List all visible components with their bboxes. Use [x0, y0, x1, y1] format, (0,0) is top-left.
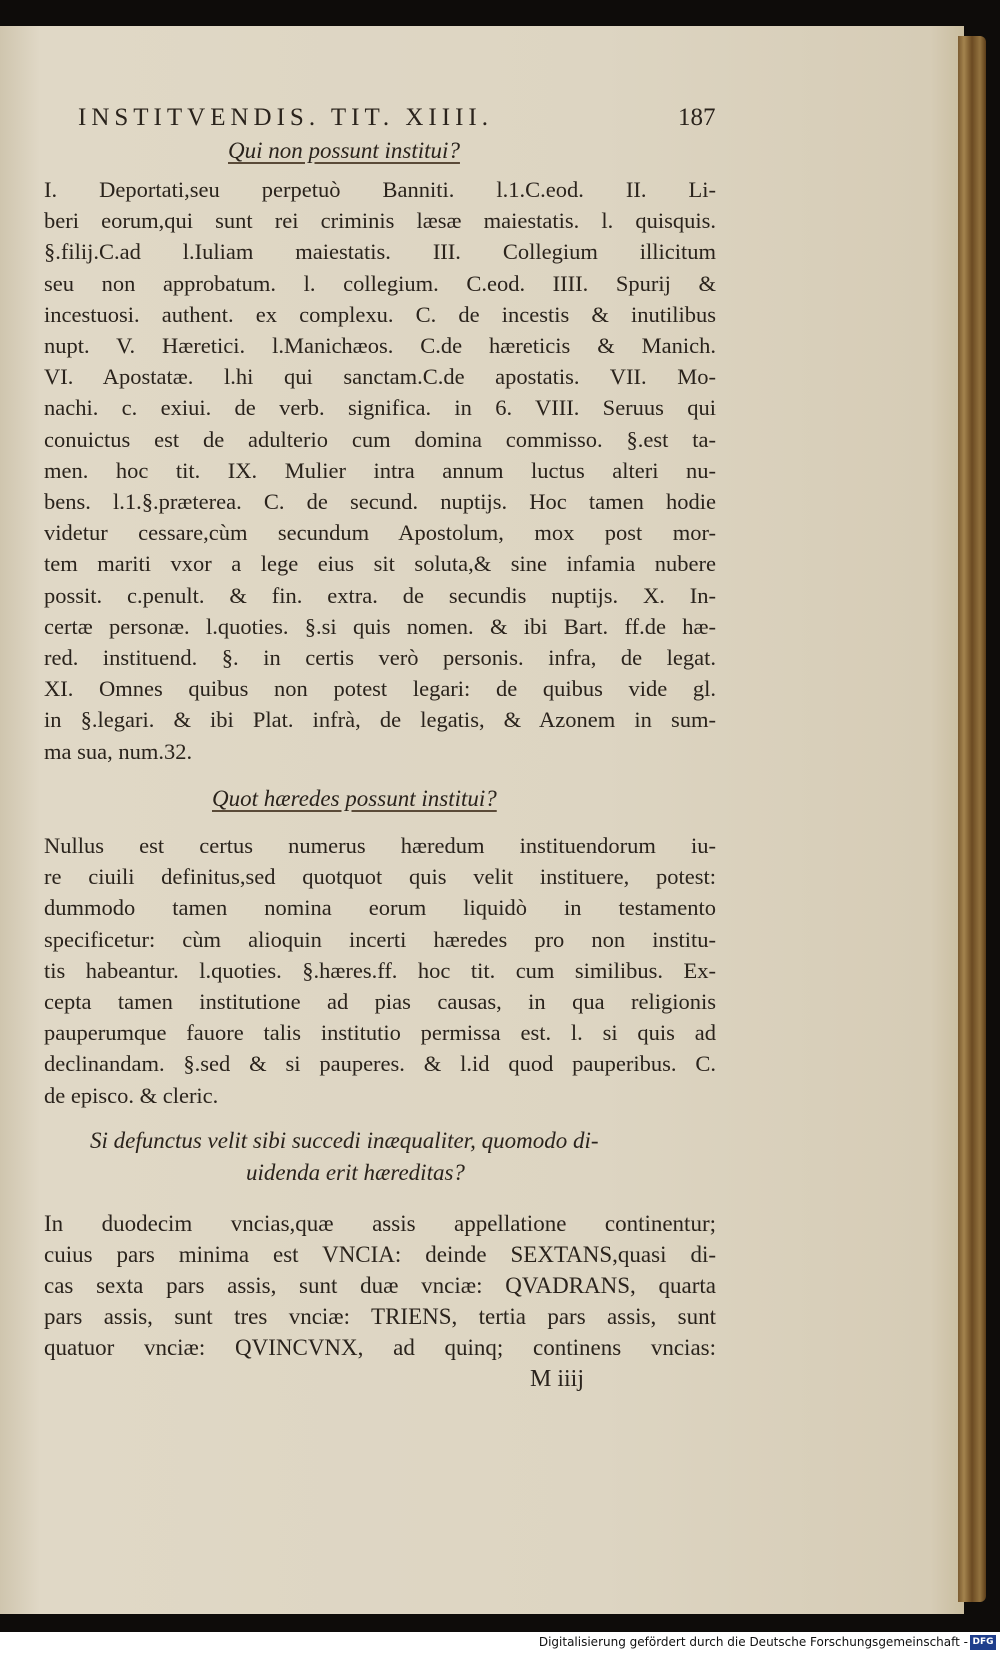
paragraph: [44, 174, 716, 767]
book-fore-edge: [958, 36, 986, 1602]
text-line: re ciuili definitus,sed quotquot quis velit instituere, potest:: [44, 864, 716, 890]
text-line: men. hoc tit. IX. Mulier intra annum luctus alteri nu-: [44, 457, 716, 483]
text-line: cas sexta pars assis, sunt duæ vnciæ: QVADRANS, quarta: [44, 1273, 716, 1298]
text-line: cuius pars minima est VNCIA: deinde SEXTANS,quasi di-: [44, 1242, 716, 1267]
section-heading-continued: uidenda erit hæreditas?: [246, 1160, 465, 1185]
text-line: XI. Omnes quibus non potest legari: de quibus vide gl.: [44, 676, 716, 702]
text-line: specificetur: cùm alioquin incerti hæredes pro non institu-: [44, 926, 716, 952]
text-line: quatuor vnciæ: QVINCVNX, ad quinq; continens vncias:: [44, 1335, 716, 1360]
text-line: pauperumque fauore talis institutio permissa est. l. si quis ad: [44, 1020, 716, 1046]
funding-credit: Digitalisierung gefördert durch die Deutsche Forschungsgemeinschaft -: [538, 1635, 968, 1649]
running-head: INSTITVENDIS. TIT. XIIII.: [78, 104, 493, 131]
text-line: declinandam. §.sed & si pauperes. & l.id quod pauperibus. C.: [44, 1051, 716, 1077]
text-line: ma sua, num.32.: [44, 738, 193, 764]
text-line: possit. c.penult. & fin. extra. de secundis nuptijs. X. In-: [44, 582, 716, 608]
section-heading: Si defunctus velit sibi succedi inæqualiter, quomodo di-: [90, 1128, 599, 1153]
text-line: seu non approbatum. l. collegium. C.eod. IIII. Spurij &: [44, 270, 716, 296]
text-line: beri eorum,qui sunt rei criminis læsæ maiestatis. l. quisquis.: [44, 208, 716, 234]
text-line: §.filij.C.ad l.Iuliam maiestatis. III. Collegium illicitum: [44, 239, 716, 265]
text-line: certæ personæ. l.quoties. §.si quis nomen. & ibi Bart. ff.de hæ-: [44, 613, 716, 639]
text-line: pars assis, sunt tres vnciæ: TRIENS, tertia pars assis, sunt: [44, 1304, 716, 1329]
text-line: In duodecim vncias,quæ assis appellatione continentur;: [44, 1211, 716, 1236]
text-line: Nullus est certus numerus hæredum instituendorum iu-: [44, 833, 716, 858]
text-line: VI. Apostatæ. l.hi qui sanctam.C.de apostatis. VII. Mo-: [44, 364, 716, 390]
text-line: tis habeantur. l.quoties. §.hæres.ff. hoc tit. cum similibus. Ex-: [44, 957, 716, 983]
section-heading: Qui non possunt institui?: [228, 138, 460, 163]
text-line: nachi. c. exiui. de verb. significa. in 6. VIII. Seruus qui: [44, 395, 716, 421]
text-line: conuictus est de adulterio cum domina commisso. §.est ta-: [44, 426, 716, 452]
text-line: in §.legari. & ibi Plat. infrà, de legatis, & Azonem in sum-: [44, 707, 716, 733]
dfg-logo: DFG: [970, 1635, 996, 1650]
text-line: incestuosi. authent. ex complexu. C. de incestis & inutilibus: [44, 301, 716, 327]
page-number: 187: [678, 104, 716, 131]
text-line: cepta tamen institutione ad pias causas, in qua religionis: [44, 989, 716, 1015]
paragraph: [44, 830, 716, 1111]
text-line: dummodo tamen nomina eorum liquidò in testamento: [44, 895, 716, 921]
text-line: de episco. & cleric.: [44, 1082, 219, 1108]
text-line: I. Deportati,seu perpetuò Banniti. l.1.C.eod. II. Li-: [44, 177, 716, 202]
text-line: videtur cessare,cùm secundum Apostolum, mox post mor-: [44, 520, 716, 546]
text-line: red. instituend. §. in certis verò personis. infra, de legat.: [44, 645, 716, 671]
paragraph: [44, 1208, 716, 1363]
signature-mark: M iiij: [530, 1366, 585, 1392]
text-line: tem mariti vxor a lege eius sit soluta,& sine infamia nubere: [44, 551, 716, 577]
text-line: bens. l.1.§.præterea. C. de secund. nuptijs. Hoc tamen hodie: [44, 489, 716, 515]
text-line: nupt. V. Hæretici. l.Manichæos. C.de hæreticis & Manich.: [44, 333, 716, 359]
section-heading: Quot hæredes possunt institui?: [212, 786, 497, 811]
